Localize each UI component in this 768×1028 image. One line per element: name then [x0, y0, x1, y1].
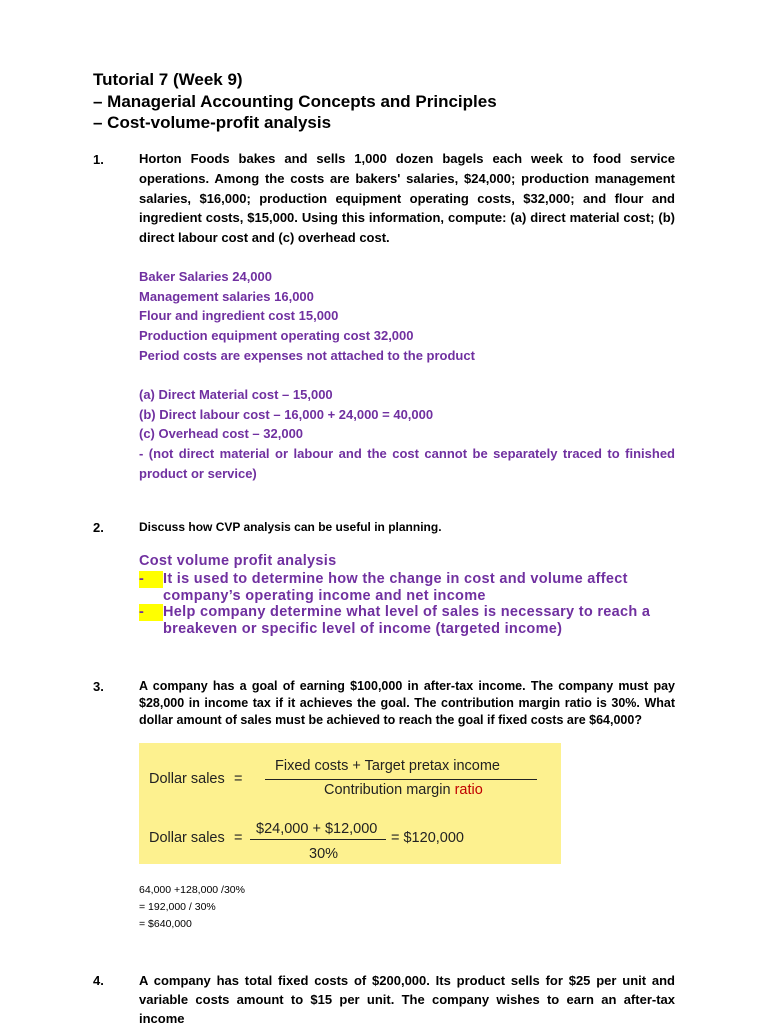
question-number-3: 3.	[93, 679, 104, 694]
cvp-bullet-2	[139, 604, 651, 637]
question-text-3: A company has a goal of earning $100,000 in after-tax income. The company must pay $28,000 in income tax if it achieves the goal. The contribution margin ratio is 30%. What dollar amount of sales must be achieved to reach the goal if fixed costs are $64,000?	[139, 679, 675, 727]
formula-denominator-2: 30%	[309, 846, 339, 862]
answer-note: - (not direct material or labour and the cost cannot be separately traced to finished product or service)	[139, 446, 675, 481]
working-line-2: = 192,000 / 30%	[139, 901, 216, 913]
question-text-1: Horton Foods bakes and sells 1,000 dozen bagels each week to food service operations. Among the costs are bakers' salaries, $24,000; production management salaries, $16,000; production equipment operating costs, $32,000; and flour and ingredient costs, $15,000. Using this information, compute: (a) direct material cost; (b) direct labour cost and (c) overhead cost.	[139, 151, 675, 246]
question-number-1: 1.	[93, 152, 104, 167]
answer-line-2: Management salaries 16,000	[139, 289, 314, 304]
working-line-1: 64,000 +128,000 /30%	[139, 884, 245, 896]
tutorial-title: Tutorial 7 (Week 9)	[93, 70, 243, 89]
question-text-2: Discuss how CVP analysis can be useful in planning.	[139, 520, 442, 534]
formula-result-2: = $120,000	[391, 830, 464, 846]
denominator-1-ratio: ratio	[454, 782, 483, 798]
subtitle-cvp: – Cost-volume-profit analysis	[93, 113, 332, 132]
bullet-highlight-marker: -	[139, 571, 163, 588]
answer-part-c: (c) Overhead cost – 32,000	[139, 426, 304, 441]
cvp-heading: Cost volume profit analysis	[139, 553, 337, 569]
fraction-bar-2	[250, 839, 386, 840]
formula-image	[139, 743, 561, 864]
formula-numerator-1: Fixed costs + Target pretax income	[275, 758, 500, 774]
formula-equals-1: =	[234, 771, 243, 787]
denominator-1-text: Contribution margin	[324, 782, 455, 798]
working-line-3: = $640,000	[139, 918, 192, 930]
answer-line-3: Flour and ingredient cost 15,000	[139, 308, 339, 323]
cvp-bullet-1-text: It is used to determine how the change in cost and volume affect company’s operating income and net income	[163, 571, 628, 604]
formula-label-2: Dollar sales	[149, 830, 225, 846]
bullet-highlight-marker: -	[139, 604, 163, 621]
subtitle-managerial: – Managerial Accounting Concepts and Principles	[93, 92, 497, 111]
formula-equals-2: =	[234, 830, 243, 846]
answer-line-5: Period costs are expenses not attached to the product	[139, 348, 475, 363]
formula-numerator-2: $24,000 + $12,000	[256, 821, 378, 837]
answer-line-1: Baker Salaries 24,000	[139, 269, 272, 284]
cvp-bullet-1	[139, 571, 628, 604]
answer-part-b: (b) Direct labour cost – 16,000 + 24,000 = 40,000	[139, 407, 434, 422]
question-text-4: A company has total fixed costs of $200,000. Its product sells for $25 per unit and variable costs amount to $15 per unit. The company wishes to earn an after-tax income	[139, 973, 675, 1026]
answer-part-a: (a) Direct Material cost – 15,000	[139, 387, 333, 402]
question-number-4: 4.	[93, 973, 104, 988]
cvp-bullet-2-text: Help company determine what level of sales is necessary to reach a breakeven or specific level of income (targeted income)	[163, 604, 651, 637]
answer-line-4: Production equipment operating cost 32,000	[139, 328, 414, 343]
fraction-bar-1	[265, 779, 537, 780]
question-number-2: 2.	[93, 520, 104, 535]
formula-denominator-1	[324, 782, 483, 798]
formula-label-1: Dollar sales	[149, 771, 225, 787]
